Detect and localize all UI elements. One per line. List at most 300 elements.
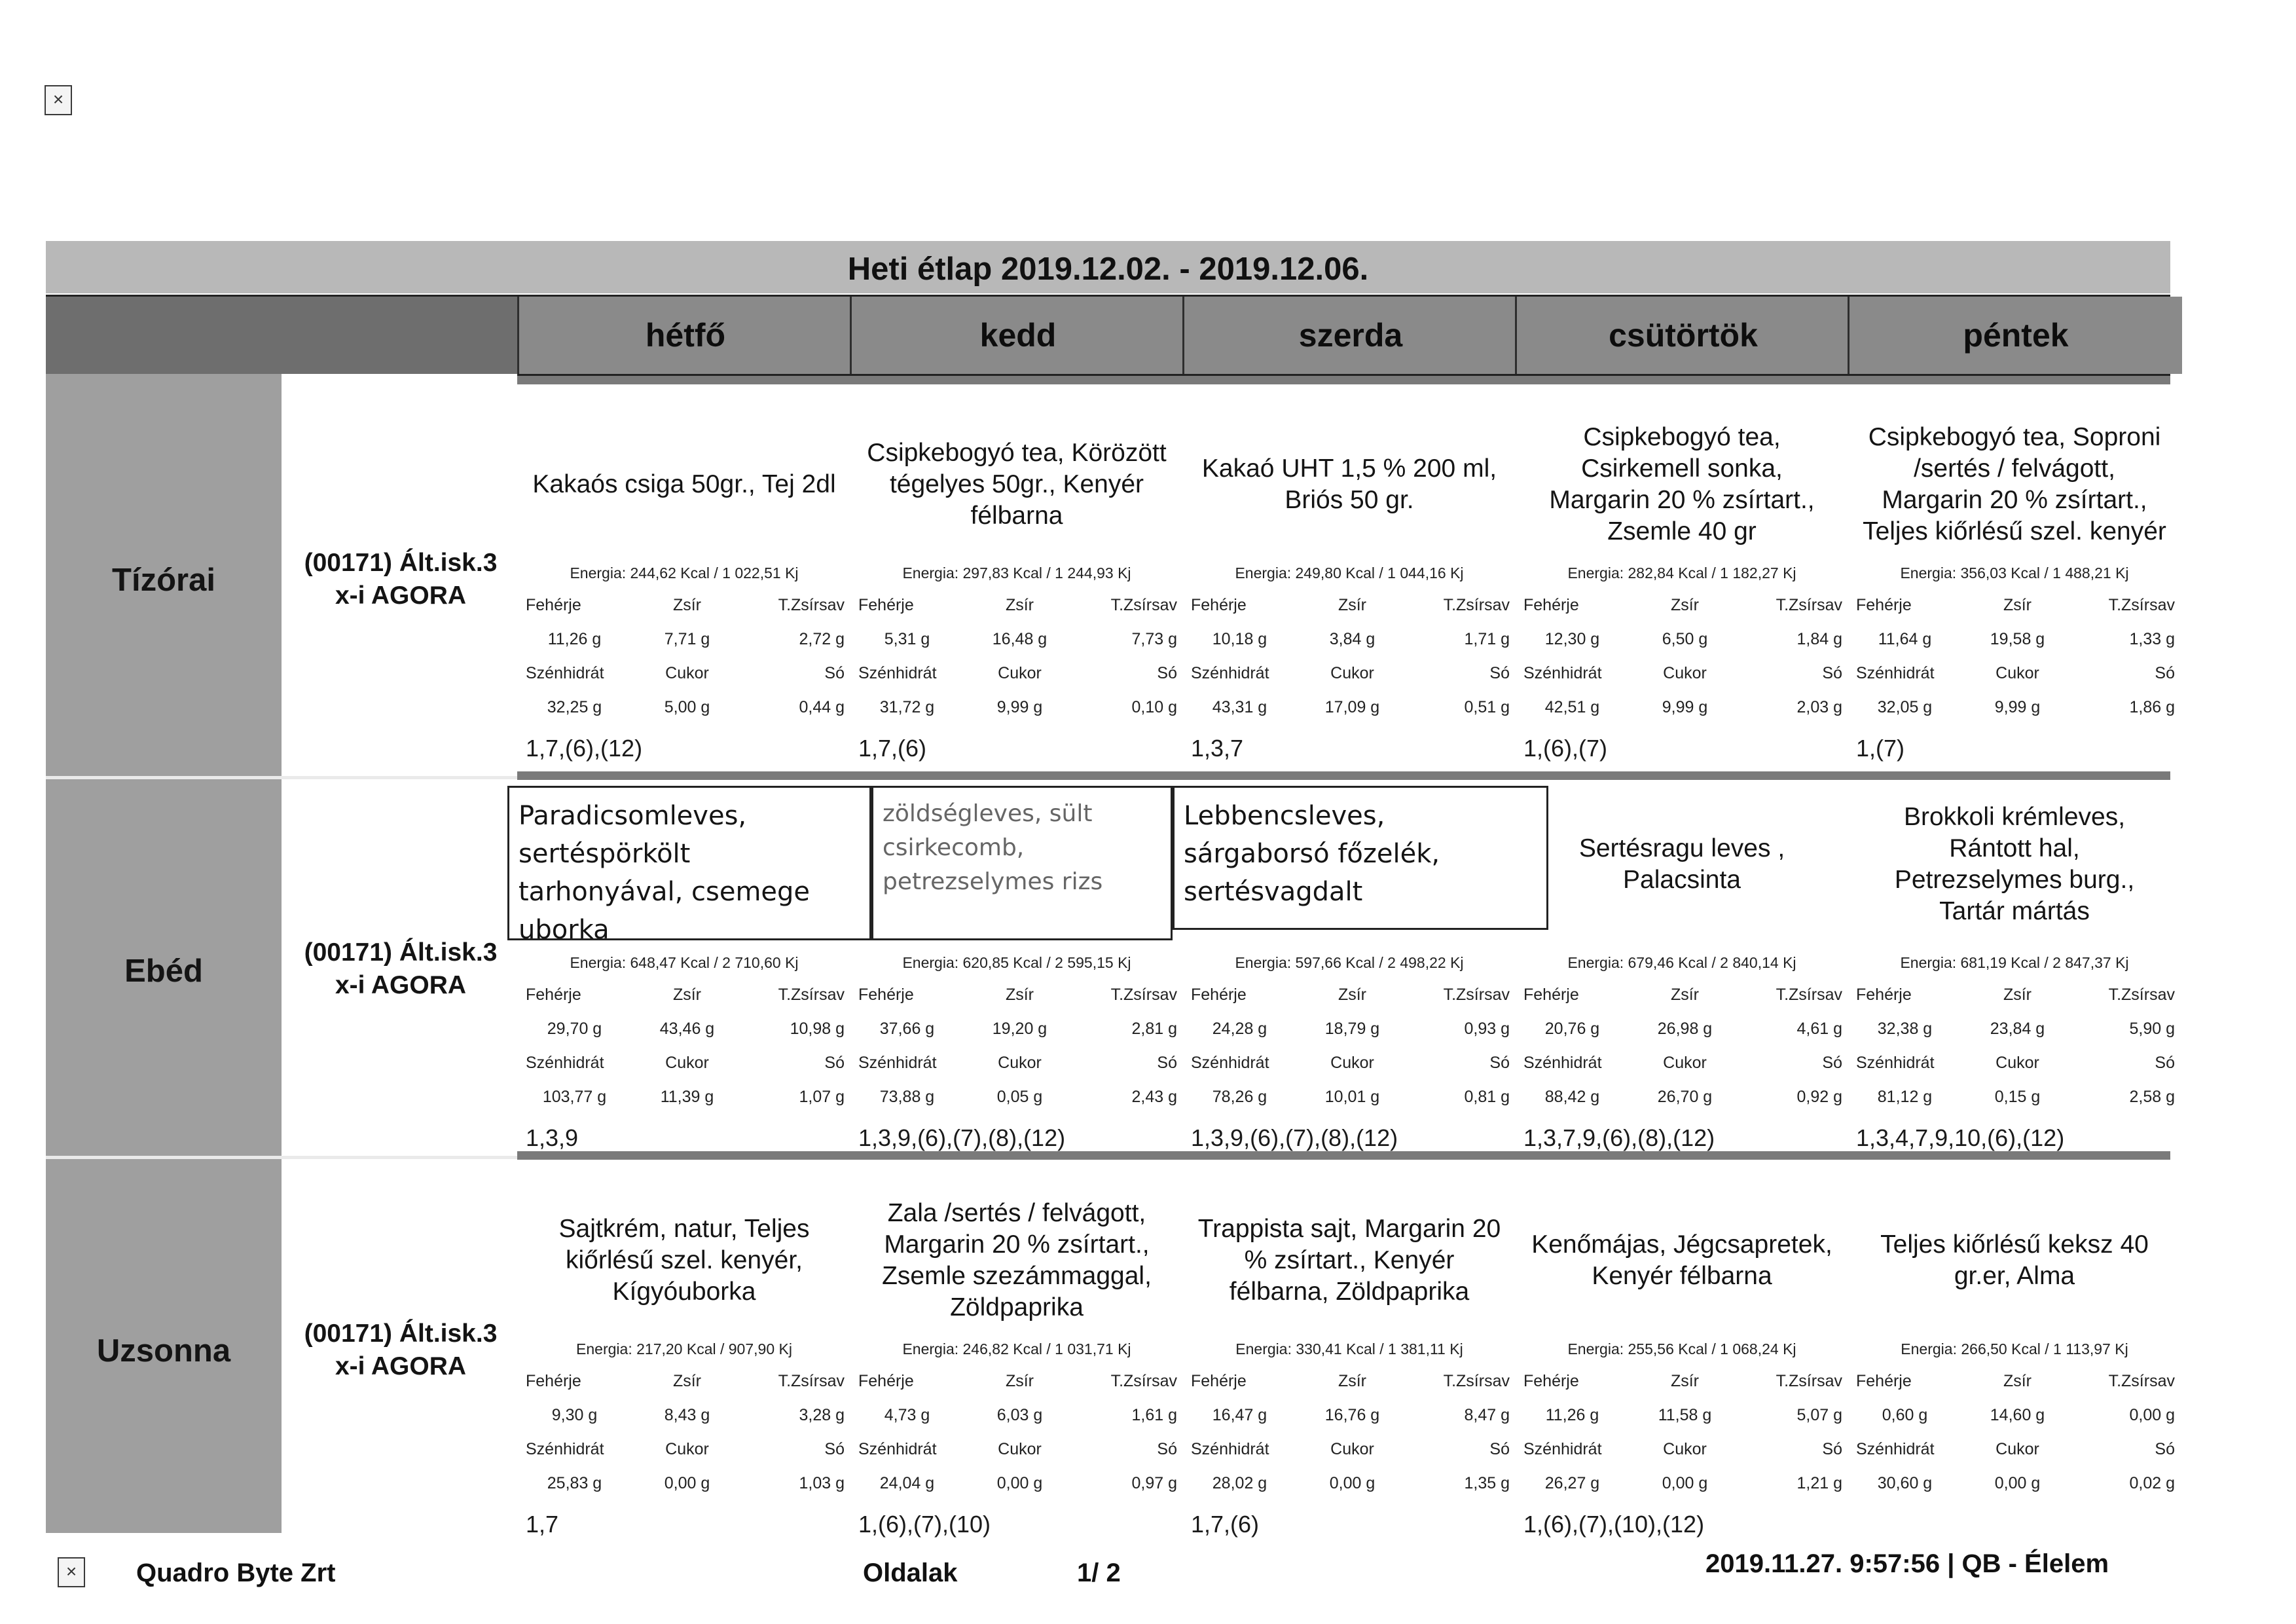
salt-label: Só	[1822, 1054, 1842, 1072]
section-rule	[517, 771, 2170, 780]
carb-value: 30,60 g	[1877, 1474, 1933, 1492]
salt-value: 1,07 g	[799, 1088, 845, 1106]
nutrient-row	[1518, 1088, 1846, 1107]
sugar-value: 9,99 g	[996, 698, 1043, 716]
allergen-codes: 1,7,(6),(12)	[526, 735, 643, 762]
protein-value: 5,31 g	[884, 630, 930, 648]
sat-fat-label: T.Zsírsav	[778, 986, 845, 1004]
energy-value	[1186, 1340, 1513, 1358]
sugar-value: 10,01 g	[1324, 1088, 1380, 1106]
protein-value: 11,26 g	[1545, 1406, 1599, 1424]
fat-value: 19,20 g	[992, 1020, 1048, 1038]
menu-cell	[1851, 1162, 2178, 1529]
protein-label: Fehérje	[526, 596, 581, 614]
energy-value	[1186, 564, 1513, 582]
menu-item-text: Paradicsomleves, sertéspörkölt tarhonyával, csemege uborka	[507, 786, 871, 940]
fat-value: 8,43 g	[664, 1406, 710, 1424]
allergen-codes: 1,3,9,(6),(7),(8),(12)	[858, 1124, 1066, 1151]
sat-fat-value: 5,90 g	[2129, 1020, 2175, 1038]
sugar-value: 0,00 g	[996, 1474, 1043, 1492]
sugar-label: Cukor	[998, 664, 1042, 682]
carb-value: 78,26 g	[1212, 1088, 1267, 1106]
sugar-label: Cukor	[998, 1054, 1042, 1072]
protein-label: Fehérje	[1191, 596, 1247, 614]
sat-fat-label: T.Zsírsav	[2108, 596, 2175, 614]
carb-value: 103,77 g	[542, 1088, 607, 1106]
sugar-label: Cukor	[998, 1440, 1042, 1458]
carb-value: 24,04 g	[879, 1474, 935, 1492]
fat-value: 26,98 g	[1657, 1020, 1713, 1038]
fat-label: Zsír	[2003, 1372, 2032, 1390]
nutrient-row	[1851, 1054, 2178, 1073]
sugar-label: Cukor	[665, 664, 709, 682]
fat-label: Zsír	[1005, 1372, 1034, 1390]
sat-fat-label: T.Zsírsav	[1776, 986, 1842, 1004]
sugar-value: 0,00 g	[1994, 1474, 2041, 1492]
nutrient-row	[520, 1020, 848, 1039]
energy-amount: 297,83 Kcal / 1 244,93 Kj	[962, 564, 1131, 581]
org-code	[285, 1318, 516, 1383]
protein-label: Fehérje	[1856, 1372, 1912, 1390]
sat-fat-value: 4,61 g	[1796, 1020, 1842, 1038]
sat-fat-value: 1,61 g	[1131, 1406, 1177, 1424]
carb-value: 26,27 g	[1544, 1474, 1600, 1492]
section-rule	[517, 1151, 2170, 1160]
carb-label: Szénhidrát	[1191, 1054, 1269, 1072]
menu-item-text: Csipkebogyó tea, Soproni /sertés / felvágott, Margarin 20 % zsírtart., Teljes kiőrlésű szel. kenyér	[1863, 423, 2166, 545]
energy-value	[1186, 954, 1513, 972]
energy-label: Energia:	[1567, 1340, 1624, 1357]
nutrient-row	[853, 596, 1180, 616]
fat-label: Zsír	[672, 986, 702, 1004]
footer-company: Quadro Byte Zrt	[136, 1559, 336, 1587]
energy-value	[1851, 1340, 2178, 1358]
nutrient-row	[1518, 1372, 1846, 1392]
footer-timestamp: 2019.11.27. 9:57:56 | QB - Élelem	[1705, 1549, 2109, 1578]
energy-amount: 266,50 Kcal / 1 113,97 Kj	[1961, 1340, 2128, 1357]
nutrient-row	[1851, 698, 2178, 718]
energy-value	[1851, 954, 2178, 972]
salt-value: 0,81 g	[1464, 1088, 1510, 1106]
protein-value: 4,73 g	[884, 1406, 930, 1424]
carb-label: Szénhidrát	[1191, 1440, 1269, 1458]
protein-value: 9,30 g	[551, 1406, 598, 1424]
energy-amount: 330,41 Kcal / 1 381,11 Kj	[1296, 1340, 1463, 1357]
energy-value	[853, 564, 1180, 582]
protein-value: 11,26 g	[547, 630, 602, 648]
energy-label: Energia:	[1900, 564, 1957, 581]
menu-item-text: zöldségleves, sült csirkecomb, petrezselymes rizs	[871, 786, 1173, 940]
sat-fat-value: 7,73 g	[1131, 630, 1177, 648]
menu-cell	[1186, 783, 1513, 1149]
energy-value	[1518, 564, 1846, 582]
sugar-label: Cukor	[1995, 1054, 2039, 1072]
carb-value: 28,02 g	[1212, 1474, 1267, 1492]
carb-label: Szénhidrát	[526, 1054, 604, 1072]
salt-label: Só	[1157, 1054, 1177, 1072]
nutrient-row	[1186, 1054, 1513, 1073]
allergen-codes: 1,(6),(7),(10),(12)	[1523, 1511, 1705, 1538]
energy-label: Energia:	[570, 564, 627, 581]
nutrient-row	[1851, 596, 2178, 616]
protein-label: Fehérje	[526, 986, 581, 1004]
sugar-value: 0,00 g	[664, 1474, 710, 1492]
energy-value	[520, 564, 848, 582]
allergen-codes: 1,7,(6)	[1191, 1511, 1260, 1538]
carb-value: 32,05 g	[1877, 698, 1933, 716]
sugar-value: 0,05 g	[996, 1088, 1043, 1106]
nutrient-row	[853, 1474, 1180, 1494]
row-separator	[46, 776, 517, 779]
salt-label: Só	[1822, 664, 1842, 682]
sat-fat-value: 1,71 g	[1464, 630, 1510, 648]
energy-label: Energia:	[1567, 564, 1624, 581]
energy-label: Energia:	[1235, 1340, 1292, 1357]
fat-label: Zsír	[1338, 986, 1367, 1004]
salt-label: Só	[2155, 1440, 2175, 1458]
salt-value: 2,43 g	[1131, 1088, 1177, 1106]
nutrient-row	[1518, 664, 1846, 684]
nutrient-row	[520, 1406, 848, 1426]
protein-value: 16,47 g	[1212, 1406, 1267, 1424]
nutrient-row	[853, 1088, 1180, 1107]
energy-amount: 255,56 Kcal / 1 068,24 Kj	[1628, 1340, 1796, 1357]
sat-fat-label: T.Zsírsav	[1110, 596, 1177, 614]
sat-fat-value: 3,28 g	[799, 1406, 845, 1424]
salt-label: Só	[1822, 1440, 1842, 1458]
sat-fat-value: 10,98 g	[790, 1020, 845, 1038]
fat-value: 16,76 g	[1324, 1406, 1380, 1424]
salt-label: Só	[1489, 1054, 1510, 1072]
carb-value: 81,12 g	[1877, 1088, 1933, 1106]
salt-value: 1,21 g	[1796, 1474, 1842, 1492]
fat-value: 18,79 g	[1324, 1020, 1380, 1038]
protein-label: Fehérje	[1523, 1372, 1579, 1390]
broken-image-icon: ×	[58, 1557, 85, 1587]
salt-value: 0,51 g	[1464, 698, 1510, 716]
salt-value: 2,03 g	[1796, 698, 1842, 716]
sat-fat-label: T.Zsírsav	[1443, 596, 1510, 614]
menu-cell	[520, 1162, 848, 1538]
allergen-codes: 1,3,7	[1191, 735, 1244, 762]
menu-item-text: Lebbencsleves, sárgaborsó főzelék, sertésvagdalt	[1173, 786, 1548, 930]
menu-cell	[520, 783, 848, 1149]
org-code-line2: x-i AGORA	[335, 581, 467, 610]
day-header-wednesday: szerda	[1182, 297, 1517, 374]
sugar-label: Cukor	[665, 1440, 709, 1458]
sugar-label: Cukor	[1663, 1440, 1707, 1458]
menu-cell	[853, 1162, 1180, 1538]
allergen-codes: 1,7,(6)	[858, 735, 927, 762]
org-code-line1: (00171) Ált.isk.3	[304, 1320, 498, 1348]
protein-label: Fehérje	[1191, 986, 1247, 1004]
fat-label: Zsír	[672, 1372, 702, 1390]
sat-fat-label: T.Zsírsav	[1776, 596, 1842, 614]
sugar-label: Cukor	[1995, 1440, 2039, 1458]
fat-label: Zsír	[2003, 986, 2032, 1004]
sugar-label: Cukor	[1330, 664, 1374, 682]
nutrient-row	[1851, 1474, 2178, 1494]
nutrient-row	[853, 664, 1180, 684]
nutrient-row	[1851, 1020, 2178, 1039]
day-header-thursday: csütörtök	[1515, 297, 1850, 374]
nutrient-row	[1518, 1440, 1846, 1460]
energy-label: Energia:	[570, 954, 627, 971]
menu-item-text: Csipkebogyó tea, Körözött tégelyes 50gr., Kenyér félbarna	[867, 439, 1167, 530]
sugar-value: 0,00 g	[1662, 1474, 1708, 1492]
carb-label: Szénhidrát	[526, 664, 604, 682]
nutrient-row	[520, 664, 848, 684]
menu-cell	[853, 783, 1180, 1149]
nutrient-row	[1518, 986, 1846, 1005]
energy-label: Energia:	[902, 564, 959, 581]
sat-fat-value: 2,72 g	[799, 630, 845, 648]
sat-fat-value: 2,81 g	[1131, 1020, 1177, 1038]
day-header-friday: péntek	[1848, 297, 2182, 374]
menu-cell	[520, 386, 848, 762]
nutrient-row	[1186, 698, 1513, 718]
meal-label-ebed: Ebéd	[124, 953, 203, 989]
salt-value: 0,10 g	[1131, 698, 1177, 716]
protein-value: 0,60 g	[1882, 1406, 1928, 1424]
salt-value: 0,97 g	[1131, 1474, 1177, 1492]
row-separator	[46, 1156, 517, 1159]
menu-item-text: Sajtkrém, natur, Teljes kiőrlésű szel. kenyér, Kígyóuborka	[558, 1215, 810, 1306]
nutrient-row	[520, 1054, 848, 1073]
sat-fat-label: T.Zsírsav	[1443, 986, 1510, 1004]
salt-label: Só	[2155, 664, 2175, 682]
salt-value: 1,35 g	[1464, 1474, 1510, 1492]
footer-pages-value: 1/ 2	[1077, 1559, 1121, 1587]
carb-label: Szénhidrát	[858, 1440, 937, 1458]
fat-value: 43,46 g	[659, 1020, 715, 1038]
sugar-value: 5,00 g	[664, 698, 710, 716]
sat-fat-label: T.Zsírsav	[1776, 1372, 1842, 1390]
sat-fat-value: 5,07 g	[1796, 1406, 1842, 1424]
sugar-value: 9,99 g	[1994, 698, 2041, 716]
nutrient-row	[1186, 1088, 1513, 1107]
carb-label: Szénhidrát	[1856, 1054, 1935, 1072]
sat-fat-value: 1,84 g	[1796, 630, 1842, 648]
nutrient-row	[853, 1372, 1180, 1392]
carb-label: Szénhidrát	[1523, 1440, 1602, 1458]
org-code-line1: (00171) Ált.isk.3	[304, 549, 498, 577]
nutrient-row	[520, 630, 848, 650]
salt-label: Só	[824, 664, 845, 682]
energy-label: Energia:	[1900, 954, 1957, 971]
fat-value: 23,84 g	[1990, 1020, 2045, 1038]
energy-label: Energia:	[1235, 954, 1292, 971]
nutrient-row	[520, 1088, 848, 1107]
carb-label: Szénhidrát	[1191, 664, 1269, 682]
nutrient-row	[1518, 1020, 1846, 1039]
fat-value: 6,50 g	[1662, 630, 1708, 648]
sugar-label: Cukor	[1663, 1054, 1707, 1072]
salt-value: 2,58 g	[2129, 1088, 2175, 1106]
sat-fat-value: 1,33 g	[2129, 630, 2175, 648]
menu-cell	[1186, 1162, 1513, 1538]
nutrient-row	[1186, 1372, 1513, 1392]
nutrient-row	[1851, 1440, 2178, 1460]
carb-label: Szénhidrát	[1856, 1440, 1935, 1458]
protein-label: Fehérje	[1523, 596, 1579, 614]
carb-value: 88,42 g	[1544, 1088, 1600, 1106]
allergen-codes: 1,(6),(7)	[1523, 735, 1608, 762]
org-code-line2: x-i AGORA	[335, 1352, 467, 1380]
energy-value	[520, 1340, 848, 1358]
carb-label: Szénhidrát	[1523, 1054, 1602, 1072]
allergen-codes: 1,3,9,(6),(7),(8),(12)	[1191, 1124, 1398, 1151]
protein-value: 37,66 g	[879, 1020, 935, 1038]
salt-value: 1,03 g	[799, 1474, 845, 1492]
energy-label: Energia:	[902, 954, 959, 971]
energy-amount: 282,84 Kcal / 1 182,27 Kj	[1628, 564, 1796, 581]
energy-value	[853, 954, 1180, 972]
salt-label: Só	[1489, 664, 1510, 682]
nutrient-row	[1186, 664, 1513, 684]
menu-cell	[1518, 1162, 1846, 1538]
menu-cell	[853, 386, 1180, 762]
day-header-monday: hétfő	[517, 297, 852, 374]
fat-label: Zsír	[1670, 1372, 1700, 1390]
day-header-row	[46, 295, 2170, 376]
protein-value: 32,38 g	[1877, 1020, 1933, 1038]
nutrient-row	[1518, 630, 1846, 650]
carb-value: 25,83 g	[547, 1474, 602, 1492]
fat-value: 11,58 g	[1658, 1406, 1712, 1424]
protein-value: 29,70 g	[547, 1020, 602, 1038]
energy-amount: 246,82 Kcal / 1 031,71 Kj	[962, 1340, 1131, 1357]
protein-label: Fehérje	[1191, 1372, 1247, 1390]
allergen-codes: 1,3,9	[526, 1124, 579, 1151]
page-title: Heti étlap 2019.12.02. - 2019.12.06.	[46, 241, 2170, 293]
energy-amount: 681,19 Kcal / 2 847,37 Kj	[1960, 954, 2129, 971]
energy-amount: 356,03 Kcal / 1 488,21 Kj	[1960, 564, 2129, 581]
energy-amount: 620,85 Kcal / 2 595,15 Kj	[962, 954, 1131, 971]
protein-label: Fehérje	[1856, 596, 1912, 614]
fat-label: Zsír	[1670, 596, 1700, 614]
nutrient-row	[1186, 1474, 1513, 1494]
nutrient-row	[853, 1054, 1180, 1073]
salt-value: 0,44 g	[799, 698, 845, 716]
nutrient-row	[853, 1406, 1180, 1426]
energy-amount: 597,66 Kcal / 2 498,22 Kj	[1295, 954, 1464, 971]
menu-item-text: Brokkoli krémleves, Rántott hal, Petrezselymes burg., Tartár mártás	[1894, 803, 2135, 925]
sat-fat-label: T.Zsírsav	[1110, 986, 1177, 1004]
energy-amount: 217,20 Kcal / 907,90 Kj	[636, 1340, 792, 1357]
menu-item-text: Kakaó UHT 1,5 % 200 ml, Briós 50 gr.	[1201, 454, 1497, 514]
energy-label: Energia:	[1235, 564, 1292, 581]
carb-value: 43,31 g	[1212, 698, 1267, 716]
sat-fat-label: T.Zsírsav	[778, 1372, 845, 1390]
nutrient-row	[1851, 986, 2178, 1005]
fat-value: 19,58 g	[1990, 630, 2045, 648]
nutrient-row	[1518, 698, 1846, 718]
energy-value	[853, 1340, 1180, 1358]
menu-cell	[1518, 783, 1846, 1149]
carb-value: 31,72 g	[879, 698, 935, 716]
fat-value: 16,48 g	[992, 630, 1048, 648]
sugar-value: 11,39 g	[660, 1088, 714, 1106]
fat-label: Zsír	[1338, 1372, 1367, 1390]
energy-value	[1851, 564, 2178, 582]
nutrient-row	[520, 1474, 848, 1494]
sugar-value: 0,15 g	[1994, 1088, 2041, 1106]
fat-value: 3,84 g	[1329, 630, 1376, 648]
nutrient-row	[1851, 664, 2178, 684]
sat-fat-value: 0,00 g	[2129, 1406, 2175, 1424]
sat-fat-label: T.Zsírsav	[778, 596, 845, 614]
fat-label: Zsír	[2003, 596, 2032, 614]
menu-item-text: Trappista sajt, Margarin 20 % zsírtart., Kenyér félbarna, Zöldpaprika	[1197, 1215, 1501, 1306]
energy-label: Energia:	[1901, 1340, 1957, 1357]
sat-fat-label: T.Zsírsav	[2108, 986, 2175, 1004]
sat-fat-label: T.Zsírsav	[1443, 1372, 1510, 1390]
nutrient-row	[853, 986, 1180, 1005]
sugar-label: Cukor	[1995, 664, 2039, 682]
salt-label: Só	[824, 1054, 845, 1072]
org-code-line2: x-i AGORA	[335, 971, 467, 999]
energy-amount: 244,62 Kcal / 1 022,51 Kj	[630, 564, 799, 581]
menu-item-text: Kenőmájas, Jégcsapretek, Kenyér félbarna	[1531, 1230, 1832, 1290]
nutrient-row	[1186, 1406, 1513, 1426]
energy-value	[1518, 954, 1846, 972]
nutrient-row	[1186, 986, 1513, 1005]
carb-value: 32,25 g	[547, 698, 602, 716]
sat-fat-label: T.Zsírsav	[1110, 1372, 1177, 1390]
protein-label: Fehérje	[858, 986, 914, 1004]
allergen-codes: 1,(7)	[1856, 735, 1905, 762]
sugar-label: Cukor	[1330, 1054, 1374, 1072]
nutrient-row	[520, 596, 848, 616]
carb-label: Szénhidrát	[1856, 664, 1935, 682]
meal-label-tizorai: Tízórai	[112, 563, 215, 598]
protein-label: Fehérje	[858, 1372, 914, 1390]
energy-value	[1518, 1340, 1846, 1358]
energy-label: Energia:	[902, 1340, 959, 1357]
salt-value: 0,02 g	[2129, 1474, 2175, 1492]
fat-label: Zsír	[1338, 596, 1367, 614]
fat-value: 6,03 g	[996, 1406, 1043, 1424]
nutrient-row	[1851, 1088, 2178, 1107]
protein-label: Fehérje	[858, 596, 914, 614]
sugar-value: 26,70 g	[1657, 1088, 1713, 1106]
menu-item-text: Zala /sertés / felvágott, Margarin 20 % zsírtart., Zsemle szezámmaggal, Zöldpaprika	[882, 1199, 1152, 1321]
footer-pages-label: Oldalak	[863, 1559, 958, 1587]
fat-value: 14,60 g	[1990, 1406, 2045, 1424]
menu-cell	[1851, 386, 2178, 762]
energy-amount: 679,46 Kcal / 2 840,14 Kj	[1628, 954, 1796, 971]
nutrient-row	[853, 698, 1180, 718]
allergen-codes: 1,3,7,9,(6),(8),(12)	[1523, 1124, 1715, 1151]
meal-label-uzsonna: Uzsonna	[96, 1333, 231, 1369]
org-code	[285, 547, 516, 612]
fat-value: 7,71 g	[664, 630, 710, 648]
nutrient-row	[1851, 1406, 2178, 1426]
sugar-value: 0,00 g	[1329, 1474, 1376, 1492]
sugar-value: 9,99 g	[1662, 698, 1708, 716]
protein-value: 11,64 g	[1878, 630, 1932, 648]
sat-fat-value: 8,47 g	[1464, 1406, 1510, 1424]
sat-fat-value: 0,93 g	[1464, 1020, 1510, 1038]
carb-label: Szénhidrát	[858, 1054, 937, 1072]
nutrient-row	[1186, 630, 1513, 650]
salt-label: Só	[824, 1440, 845, 1458]
menu-cell	[1518, 386, 1846, 762]
menu-item-text: Teljes kiőrlésű keksz 40 gr.er, Alma	[1880, 1230, 2149, 1290]
protein-label: Fehérje	[526, 1372, 581, 1390]
carb-label: Szénhidrát	[858, 664, 937, 682]
